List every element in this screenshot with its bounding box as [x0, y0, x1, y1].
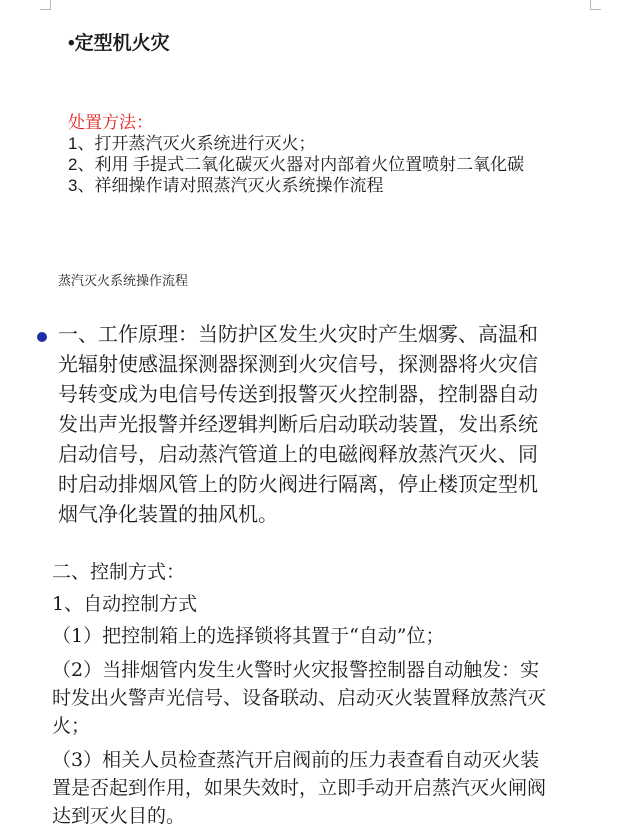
bullet-icon [37, 332, 47, 342]
crop-mark-top-left [50, 0, 51, 10]
section-caption: 蒸汽灭火系统操作流程 [58, 273, 189, 288]
control-method-section [52, 558, 552, 836]
handling-step-1: 1、打开蒸汽灭火系统进行灭火； [68, 134, 316, 153]
working-principle-paragraph: 一、工作原理：当防护区发生火灾时产生烟雾、高温和光辐射使感温探测器探测到火灾信号，探测器将火灾信号转变成为电信号传送到报警灭火控制器，控制器自动发出声光报警并经逻辑判断后启动联动装置，发出系统启动信号，启动蒸汽管道上的电磁阀释放蒸汽灭火、同时启动排烟风管上的防火阀进行隔离，停止楼顶定型机烟气净化装置的抽风机。 [58, 322, 538, 526]
control-heading: 二、控制方式： [52, 561, 186, 583]
handling-method-block [68, 112, 568, 196]
handling-method-label: 处置方法： [68, 113, 153, 132]
handling-step-2: 2、利用 手提式二氧化碳灭火器对内部着火位置喷射二氧化碳 [68, 155, 525, 174]
page-title: •定型机火灾 [68, 33, 170, 54]
control-subheading: 1、自动控制方式 [52, 593, 198, 615]
control-item-2: （2）当排烟管内发生火警时火灾报警控制器自动触发：实时发出火警声光信号、设备联动、启动灭火装置释放蒸汽灭火； [52, 659, 547, 737]
crop-mark-top-right-h [591, 9, 601, 10]
crop-mark-top-left-h [40, 9, 50, 10]
handling-step-3: 3、祥细操作请对照蒸汽灭火系统操作流程 [68, 176, 384, 195]
control-item-3: （3）相关人员检查蒸汽开启阀前的压力表查看自动灭火装置是否起到作用，如果失效时，立即手动开启蒸汽灭火闸阀达到灭火目的。 [52, 749, 547, 827]
control-item-1: （1）把控制箱上的选择锁将其置于“自动”位； [52, 625, 445, 647]
